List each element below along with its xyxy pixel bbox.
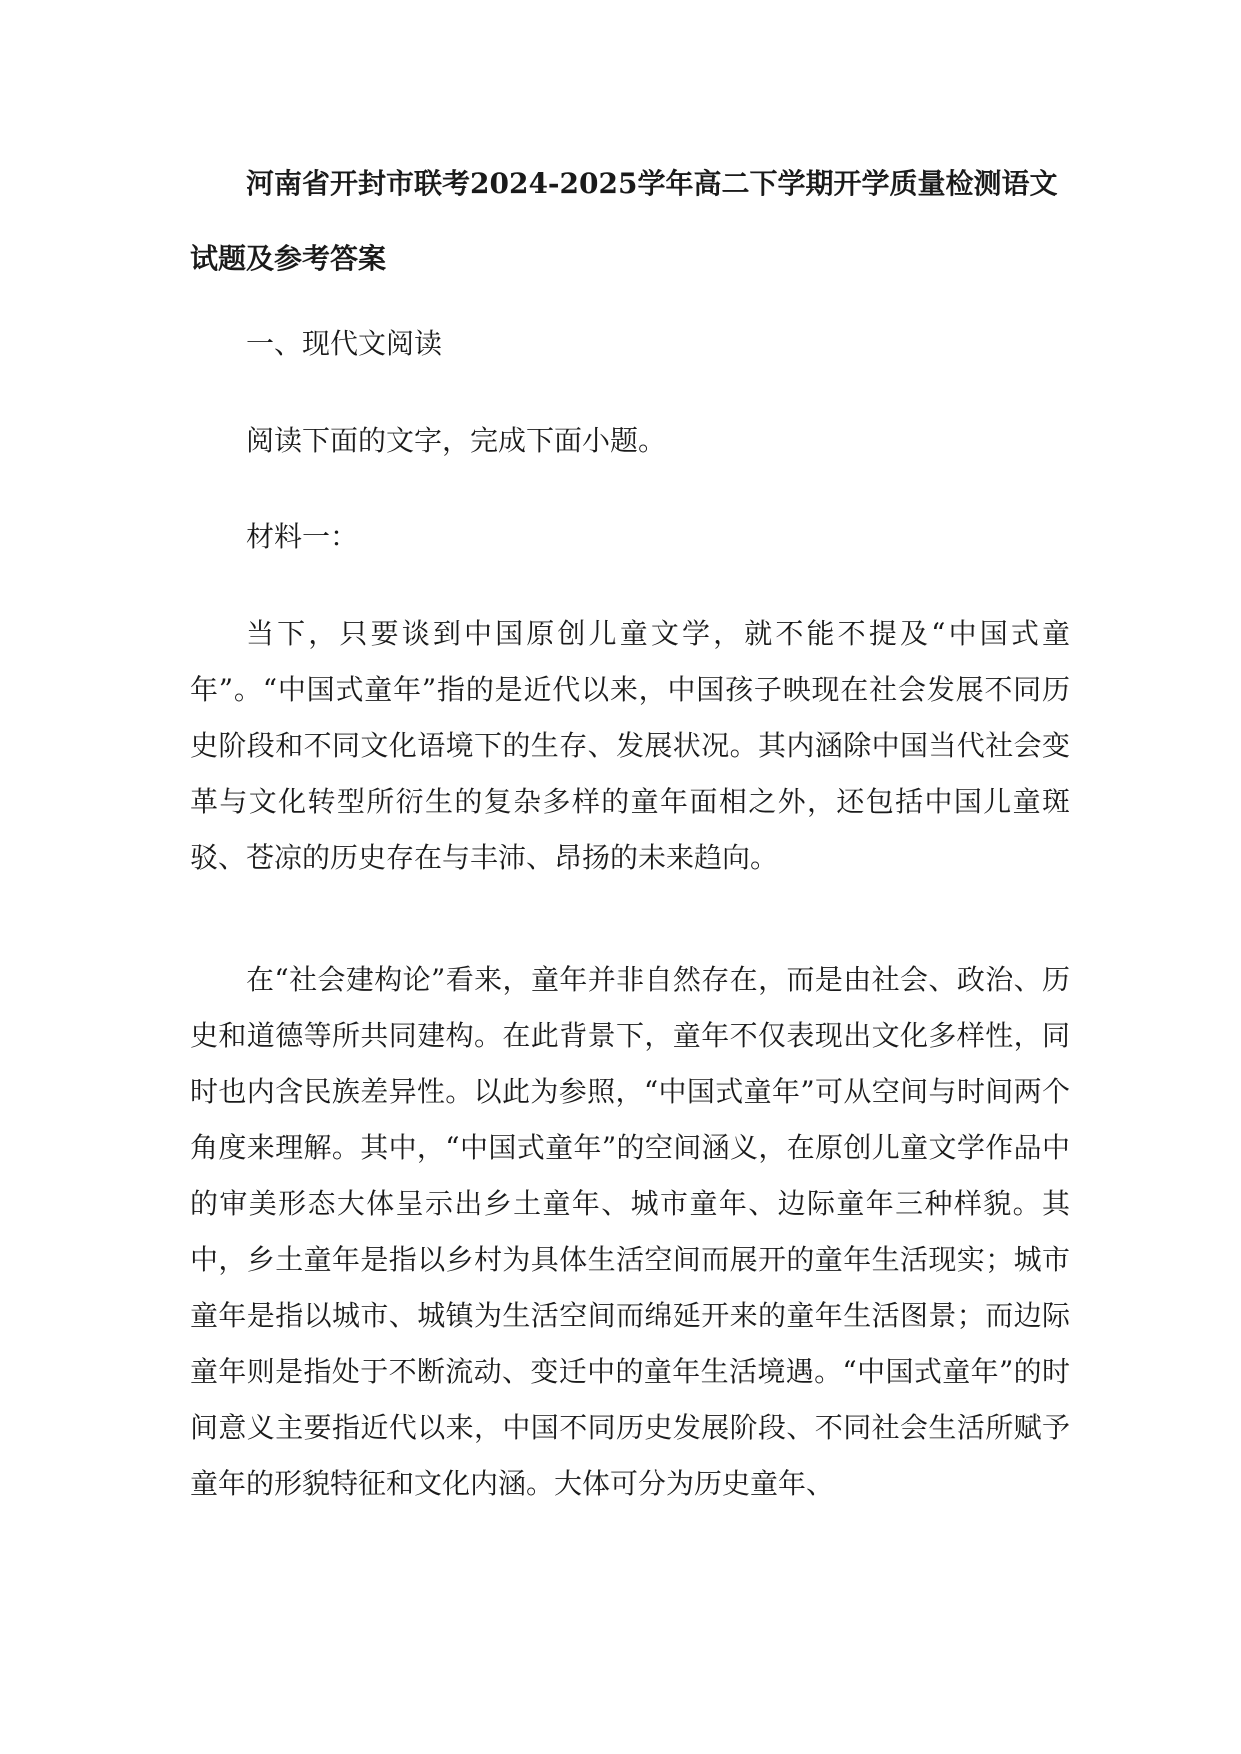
document-title: 河南省开封市联考2024-2025学年高二下学期开学质量检测语文试题及参考答案 [190,167,1058,275]
paragraph: 在“社会建构论”看来，童年并非自然存在，而是由社会、政治、历史和道德等所共同建构。在此背景下，童年不仅表现出文化多样性，同时也内含民族差异性。以此为参照，“中国式童年”可从空间与时间两个角度来理解。其中，“中国式童年”的空间涵义，在原创儿童文学作品中的审美形态大体呈示出乡土童年、城市童年、边际童年三种样貌。其中，乡土童年是指以乡村为具体生活空间而展开的童年生活现实；城市童年是指以城市、城镇为生活空间而绵延开来的童年生活图景；而边际童年则是指处于不断流动、变迁中的童年生活境遇。“中国式童年”的时间意义主要指近代以来，中国不同历史发展阶段、不同社会生活所赋予童年的形貌特征和文化内涵。大体可分为历史童年、 [190,963,1070,1500]
section-heading: 一、现代文阅读 [246,327,443,360]
paragraph: 当下，只要谈到中国原创儿童文学，就不能不提及“中国式童年”。“中国式童年”指的是近代以来，中国孩子映现在社会发展不同历史阶段和不同文化语境下的生存、发展状况。其内涵除中国当代社会变革与文化转型所衍生的复杂多样的童年面相之外，还包括中国儿童斑驳、苍凉的历史存在与丰沛、昂扬的未来趋向。 [190,617,1070,874]
material-label: 材料一： [246,520,359,553]
reading-instruction: 阅读下面的文字，完成下面小题。 [246,424,667,457]
